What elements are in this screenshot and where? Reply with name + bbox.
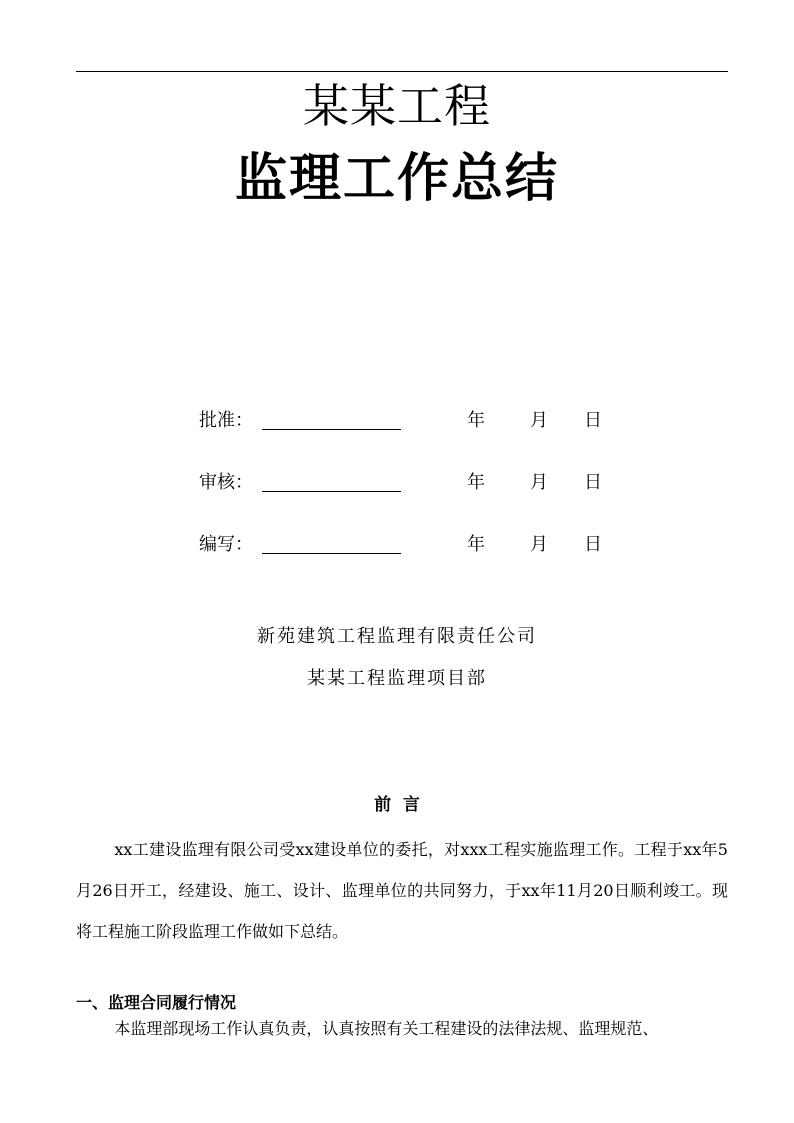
date-year: 年 <box>467 534 485 555</box>
signature-row-review <box>0 466 794 496</box>
project-department: 某某工程监理项目部 <box>307 668 487 689</box>
date-day: 日 <box>584 534 602 555</box>
signature-row-author <box>0 528 794 558</box>
signature-label: 编写： <box>199 534 253 555</box>
document-title-main: 监理工作总结 <box>234 149 559 209</box>
section-heading: 一、监理合同履行情况 <box>76 993 237 1012</box>
section-body: 本监理部现场工作认真负责，认真按照有关工程建设的法律法规、监理规范、 <box>114 1019 659 1038</box>
date-month: 月 <box>530 410 548 431</box>
date-day: 日 <box>584 472 602 493</box>
date-month: 月 <box>530 472 548 493</box>
date-day: 日 <box>584 410 602 431</box>
date-year: 年 <box>467 472 485 493</box>
preface-title: 前 言 <box>374 795 420 815</box>
document-title-project: 某某工程 <box>303 79 491 133</box>
preface-body: xx工建设监理有限公司受xx建设单位的委托，对xxx工程实施监理工作。工程于xx年5月26日开工，经建设、施工、设计、监理单位的共同努力，于xx年11月20日顺利竣工。现将工程施工阶段监理工作做如下总结。 <box>76 840 728 941</box>
signature-label: 审核： <box>199 472 253 493</box>
signature-line <box>262 553 401 554</box>
company-name: 新苑建筑工程监理有限责任公司 <box>257 626 537 647</box>
header-rule <box>76 71 728 72</box>
date-month: 月 <box>530 534 548 555</box>
signature-row-approve <box>0 404 794 434</box>
signature-line <box>262 491 401 492</box>
date-year: 年 <box>467 410 485 431</box>
signature-line <box>262 429 401 430</box>
signature-label: 批准： <box>199 410 253 431</box>
